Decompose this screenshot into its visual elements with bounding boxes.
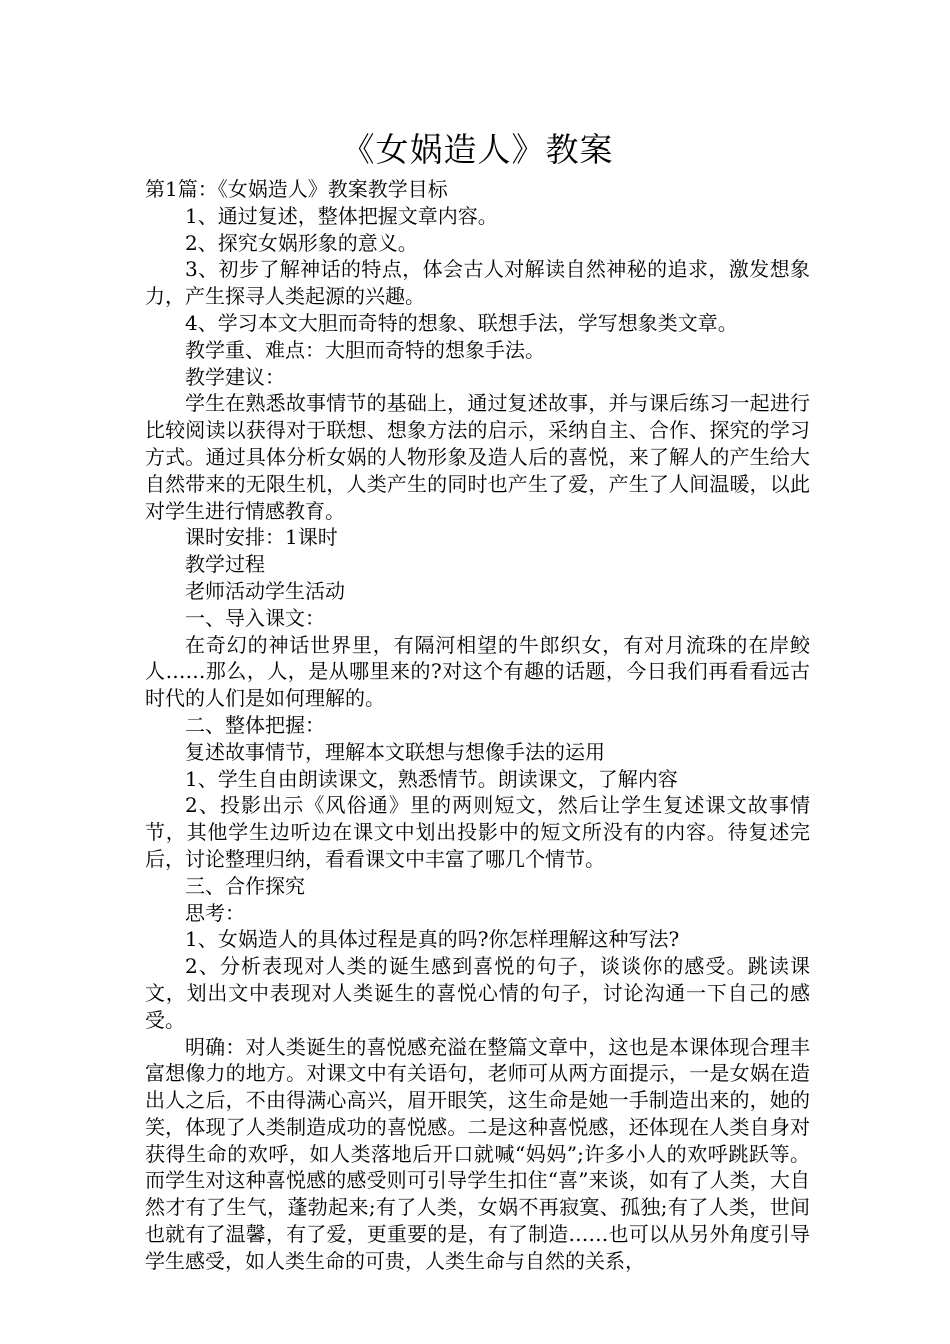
paragraph: 4、学习本文大胆而奇特的想象、联想手法，学写想象类文章。 (185, 310, 738, 335)
paragraph: 2、分析表现对人类的诞生感到喜悦的句子，谈谈你的感受。跳读课文，划出文中表现对人类诞生的喜悦心情的句子，讨论沟通一下自己的感受。 (145, 954, 810, 1032)
paragraph: 课时安排：1课时 (185, 525, 338, 550)
paragraph: 2、投影出示《风俗通》里的两则短文，然后让学生复述课文故事情节，其他学生边听边在课文中划出投影中的短文所没有的内容。待复述完后，讨论整理归纳，看看课文中丰富了哪几个情节。 (145, 793, 810, 871)
paragraph: 复述故事情节，理解本文联想与想像手法的运用 (185, 739, 605, 764)
paragraph: 一、导入课文： (185, 605, 325, 630)
paragraph: 2、探究女娲形象的意义。 (185, 230, 418, 255)
paragraph: 二、整体把握： (185, 712, 325, 737)
paragraph: 思考： (185, 900, 245, 925)
document-body (145, 176, 810, 1275)
paragraph: 老师活动学生活动 (185, 578, 345, 603)
paragraph: 3、初步了解神话的特点，体会古人对解读自然神秘的追求，激发想象力，产生探寻人类起源的兴趣。 (145, 257, 810, 309)
paragraph: 教学重、难点：大胆而奇特的想象手法。 (185, 337, 545, 362)
paragraph: 1、女娲造人的具体过程是真的吗?你怎样理解这种写法? (185, 927, 680, 952)
paragraph: 教学过程 (185, 552, 265, 577)
paragraph: 1、学生自由朗读课文，熟悉情节。朗读课文，了解内容 (185, 766, 678, 791)
paragraph: 第1篇：《女娲造人》教案教学目标 (145, 177, 448, 201)
paragraph: 在奇幻的神话世界里，有隔河相望的牛郎织女，有对月流珠的在岸鲛人……那么，人，是从哪里来的?对这个有趣的话题，今日我们再看看远古时代的人们是如何理解的。 (145, 632, 810, 711)
paragraph: 三、合作探究 (185, 873, 305, 898)
paragraph: 学生在熟悉故事情节的基础上，通过复述故事，并与课后练习一起进行比较阅读以获得对于联想、想象方法的启示，采纳自主、合作、探究的学习方式。通过具体分析女娲的人物形象及造人后的喜悦，来了解人的产生给大自然带来的无限生机，人类产生的同时也产生了爱，产生了人间温暖，以此对学生进行情感教育。 (145, 391, 810, 523)
document-page (145, 128, 810, 1275)
paragraph: 教学建议： (185, 364, 285, 389)
paragraph: 明确：对人类诞生的喜悦感充溢在整篇文章中，这也是本课体现合理丰富想像力的地方。对课文中有关语句，老师可从两方面提示，一是女娲在造出人之后，不由得满心高兴，眉开眼笑，这生命是她一手制造出来的，她的笑，体现了人类制造成功的喜悦感。二是这种喜悦感，还体现在人类自身对获得生命的欢呼，如人类落地后开口就喊“妈妈”;许多小人的欢呼跳跃等。而学生对这种喜悦感的感受则可引导学生扣住“喜”来谈，如有了人类，大自然才有了生气，蓬勃起来;有了人类，女娲不再寂寞、孤独;有了人类，世间也就有了温馨，有了爱，更重要的是，有了制造……也可以从另外角度引导学生感受，如人类生命的可贵，人类生命与自然的关系， (145, 1034, 810, 1273)
paragraph: 1、通过复述，整体把握文章内容。 (185, 203, 498, 228)
document-title: 《女娲造人》教案 (341, 130, 614, 169)
